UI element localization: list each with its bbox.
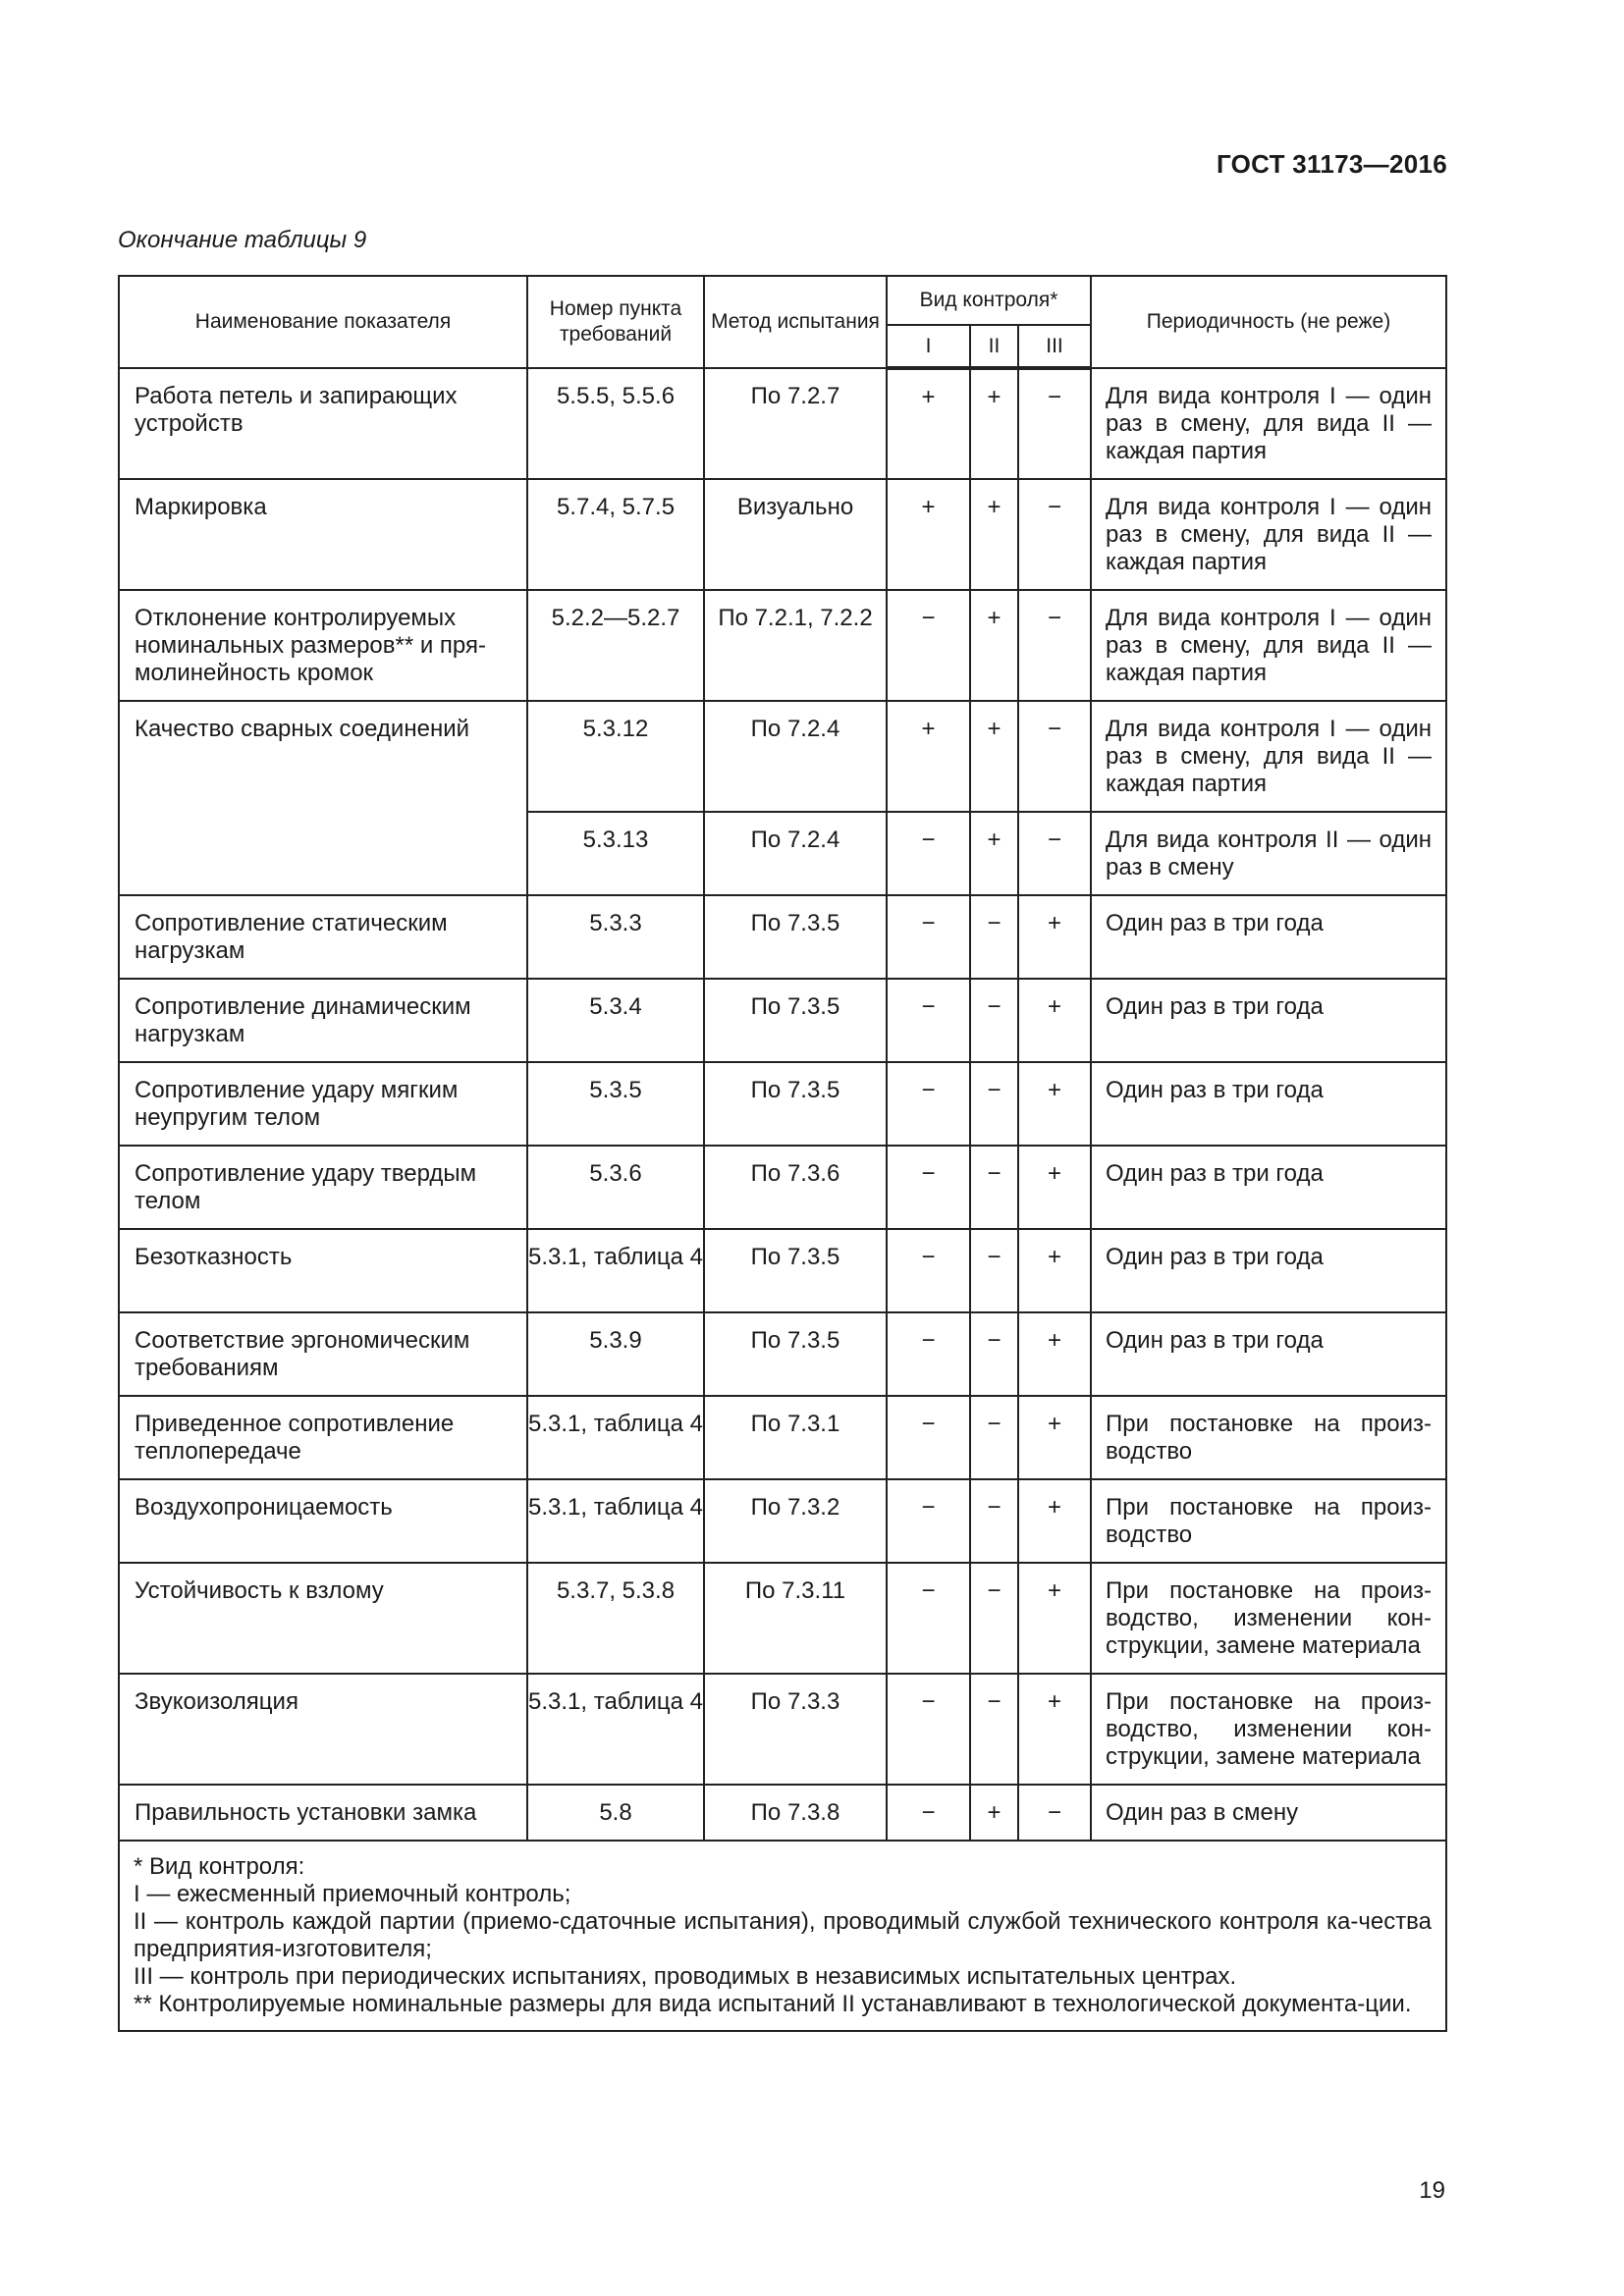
row-control-ii: − xyxy=(970,1479,1018,1563)
row-period: При постановке на произ-водство, изменении кон-струкции, замене материала xyxy=(1091,1674,1446,1785)
row-method: По 7.3.5 xyxy=(704,1229,887,1312)
row-control-iii: + xyxy=(1018,979,1091,1062)
row-name: Приведенное сопротивление теплопередаче xyxy=(119,1396,527,1479)
header-method: Метод испытания xyxy=(704,276,887,368)
row-name: Соответствие эргономическим требованиям xyxy=(119,1312,527,1396)
row-control-iii: + xyxy=(1018,1146,1091,1229)
row-period: Один раз в три года xyxy=(1091,1312,1446,1396)
row-control-iii: − xyxy=(1018,812,1091,895)
row-period: Для вида контроля I — один раз в смену, для вида II — каждая партия xyxy=(1091,590,1446,701)
row-clause: 5.3.1, таблица 4 xyxy=(527,1229,704,1312)
row-control-ii: + xyxy=(970,812,1018,895)
row-period: Для вида контроля I — один раз в смену, для вида II — каждая партия xyxy=(1091,479,1446,590)
row-period: При постановке на произ-водство xyxy=(1091,1479,1446,1563)
row-control-i: − xyxy=(887,1312,970,1396)
row-name: Отклонение контролируемых номинальных размеров** и пря-молинейность кромок xyxy=(119,590,527,701)
row-clause: 5.3.13 xyxy=(527,812,704,895)
row-method: По 7.3.1 xyxy=(704,1396,887,1479)
row-control-ii: − xyxy=(970,895,1018,979)
row-control-i: − xyxy=(887,1785,970,1841)
row-control-i: − xyxy=(887,1146,970,1229)
table-row xyxy=(119,1396,1446,1479)
table-row xyxy=(119,368,1446,479)
table-row xyxy=(119,590,1446,701)
row-method: По 7.3.6 xyxy=(704,1146,887,1229)
row-method: По 7.3.5 xyxy=(704,1062,887,1146)
table-row xyxy=(119,479,1446,590)
table-caption: Окончание таблицы 9 xyxy=(118,227,367,253)
table-row xyxy=(119,895,1446,979)
row-method: По 7.3.5 xyxy=(704,979,887,1062)
row-period: Один раз в смену xyxy=(1091,1785,1446,1841)
row-method: По 7.3.2 xyxy=(704,1479,887,1563)
row-clause: 5.3.4 xyxy=(527,979,704,1062)
row-period: Один раз в три года xyxy=(1091,1146,1446,1229)
row-control-i: + xyxy=(887,368,970,479)
row-control-ii: + xyxy=(970,368,1018,479)
row-clause: 5.3.7, 5.3.8 xyxy=(527,1563,704,1674)
row-clause: 5.3.9 xyxy=(527,1312,704,1396)
header-control-i: I xyxy=(887,325,970,368)
row-control-i: − xyxy=(887,979,970,1062)
row-period: Для вида контроля II — один раз в смену xyxy=(1091,812,1446,895)
row-control-ii: − xyxy=(970,1312,1018,1396)
row-control-iii: − xyxy=(1018,1785,1091,1841)
header-clause: Номер пункта требований xyxy=(527,276,704,368)
row-period: Для вида контроля I — один раз в смену, для вида II — каждая партия xyxy=(1091,368,1446,479)
row-control-ii: − xyxy=(970,1396,1018,1479)
row-control-ii: + xyxy=(970,1785,1018,1841)
row-method: По 7.2.4 xyxy=(704,812,887,895)
row-method: По 7.3.3 xyxy=(704,1674,887,1785)
row-clause: 5.3.3 xyxy=(527,895,704,979)
table-row xyxy=(119,979,1446,1062)
row-control-iii: − xyxy=(1018,368,1091,479)
table-row xyxy=(119,1785,1446,1841)
row-clause: 5.3.1, таблица 4 xyxy=(527,1674,704,1785)
row-clause: 5.3.1, таблица 4 xyxy=(527,1396,704,1479)
control-table xyxy=(118,275,1447,2032)
row-control-iii: + xyxy=(1018,1479,1091,1563)
row-control-ii: + xyxy=(970,479,1018,590)
row-control-iii: − xyxy=(1018,590,1091,701)
table-footnotes xyxy=(119,1841,1446,2031)
row-name: Устойчивость к взлому xyxy=(119,1563,527,1674)
table-row xyxy=(119,1229,1446,1312)
row-control-iii: − xyxy=(1018,479,1091,590)
row-period: Один раз в три года xyxy=(1091,895,1446,979)
row-name: Сопротивление удару твердым телом xyxy=(119,1146,527,1229)
header-control-ii: II xyxy=(970,325,1018,368)
row-control-ii: − xyxy=(970,1062,1018,1146)
row-name: Маркировка xyxy=(119,479,527,590)
table-row xyxy=(119,1146,1446,1229)
row-name: Работа петель и запирающих устройств xyxy=(119,368,527,479)
table-row xyxy=(119,1062,1446,1146)
page-number: 19 xyxy=(1419,2177,1445,2204)
row-control-ii: + xyxy=(970,590,1018,701)
row-control-iii: + xyxy=(1018,895,1091,979)
row-method: По 7.3.5 xyxy=(704,1312,887,1396)
table-row xyxy=(119,1563,1446,1674)
row-period: Один раз в три года xyxy=(1091,1062,1446,1146)
row-clause: 5.8 xyxy=(527,1785,704,1841)
row-clause: 5.7.4, 5.7.5 xyxy=(527,479,704,590)
row-period: При постановке на произ-водство, изменении кон-струкции, замене материала xyxy=(1091,1563,1446,1674)
row-method: По 7.3.11 xyxy=(704,1563,887,1674)
header-periodicity: Периодичность (не реже) xyxy=(1091,276,1446,368)
row-name: Безотказность xyxy=(119,1229,527,1312)
row-clause: 5.3.12 xyxy=(527,701,704,812)
row-period: При постановке на произ-водство xyxy=(1091,1396,1446,1479)
row-clause: 5.3.6 xyxy=(527,1146,704,1229)
row-method: По 7.2.4 xyxy=(704,701,887,812)
row-control-i: + xyxy=(887,479,970,590)
row-control-i: − xyxy=(887,590,970,701)
row-control-iii: + xyxy=(1018,1396,1091,1479)
footnote-line: ** Контролируемые номинальные размеры для вида испытаний II устанавливают в технологической документа-ции. xyxy=(134,1991,1412,2017)
row-control-i: − xyxy=(887,895,970,979)
table-row xyxy=(119,1479,1446,1563)
row-control-i: − xyxy=(887,1674,970,1785)
row-control-iii: + xyxy=(1018,1312,1091,1396)
row-name: Сопротивление динамическим нагрузкам xyxy=(119,979,527,1062)
row-control-i: + xyxy=(887,701,970,812)
row-method: Визуально xyxy=(704,479,887,590)
row-control-i: − xyxy=(887,1062,970,1146)
row-method: По 7.2.1, 7.2.2 xyxy=(704,590,887,701)
footnote-line: III — контроль при периодических испытаниях, проводимых в независимых испытательных центрах. xyxy=(134,1963,1237,1990)
row-name: Сопротивление статическим нагрузкам xyxy=(119,895,527,979)
row-name: Сопротивление удару мягким неупругим телом xyxy=(119,1062,527,1146)
footnote-row xyxy=(119,1841,1446,2031)
row-name: Звукоизоляция xyxy=(119,1674,527,1785)
row-control-ii: + xyxy=(970,701,1018,812)
row-control-i: − xyxy=(887,812,970,895)
row-control-ii: − xyxy=(970,1674,1018,1785)
row-control-ii: − xyxy=(970,979,1018,1062)
footnote-line: * Вид контроля: xyxy=(134,1853,305,1880)
header-name: Наименование показателя xyxy=(119,276,527,368)
row-clause: 5.2.2—5.2.7 xyxy=(527,590,704,701)
header-control-iii: III xyxy=(1018,325,1091,368)
row-control-i: − xyxy=(887,1479,970,1563)
row-control-iii: + xyxy=(1018,1674,1091,1785)
table-row xyxy=(119,701,1446,812)
row-control-iii: + xyxy=(1018,1563,1091,1674)
row-name: Качество сварных соединений xyxy=(119,701,527,895)
row-period: Один раз в три года xyxy=(1091,1229,1446,1312)
row-clause: 5.3.1, таблица 4 xyxy=(527,1479,704,1563)
table-row xyxy=(119,1674,1446,1785)
row-name: Воздухопроницаемость xyxy=(119,1479,527,1563)
table-row xyxy=(119,1312,1446,1396)
row-control-ii: − xyxy=(970,1146,1018,1229)
row-control-ii: − xyxy=(970,1229,1018,1312)
row-method: По 7.2.7 xyxy=(704,368,887,479)
header-control-type: Вид контроля* xyxy=(887,276,1091,325)
row-control-ii: − xyxy=(970,1563,1018,1674)
row-clause: 5.5.5, 5.5.6 xyxy=(527,368,704,479)
row-control-i: − xyxy=(887,1229,970,1312)
row-method: По 7.3.5 xyxy=(704,895,887,979)
document-code: ГОСТ 31173—2016 xyxy=(1216,149,1447,179)
row-control-iii: − xyxy=(1018,701,1091,812)
footnote-line: II — контроль каждой партии (приемо-сдаточные испытания), проводимый службой технического контроля ка-чества предприятия-изготовителя; xyxy=(134,1908,1433,1962)
row-period: Для вида контроля I — один раз в смену, для вида II — каждая партия xyxy=(1091,701,1446,812)
row-control-i: − xyxy=(887,1396,970,1479)
row-name: Правильность установки замка xyxy=(119,1785,527,1841)
row-control-iii: + xyxy=(1018,1062,1091,1146)
footnote-line: I — ежесменный приемочный контроль; xyxy=(134,1881,571,1907)
row-period: Один раз в три года xyxy=(1091,979,1446,1062)
row-control-i: − xyxy=(887,1563,970,1674)
row-method: По 7.3.8 xyxy=(704,1785,887,1841)
row-clause: 5.3.5 xyxy=(527,1062,704,1146)
row-control-iii: + xyxy=(1018,1229,1091,1312)
